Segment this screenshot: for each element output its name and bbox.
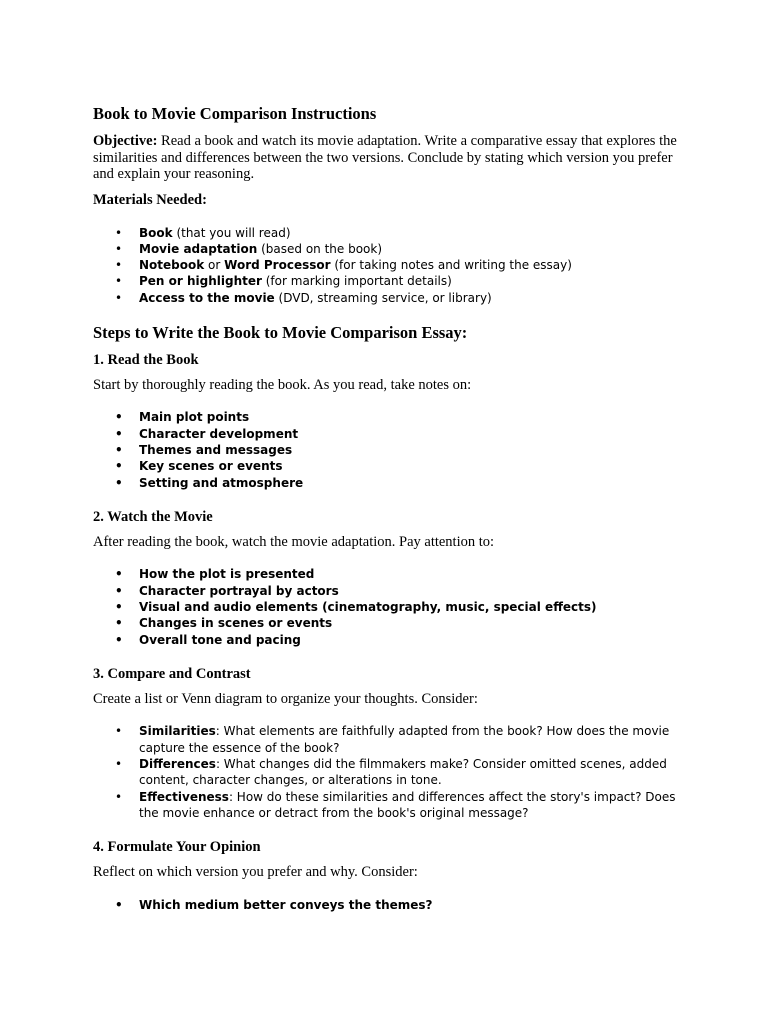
step2-intro: After reading the book, watch the movie adaptation. Pay attention to: — [93, 533, 495, 550]
materials-heading: Materials Needed: — [93, 191, 207, 208]
steps-heading: Steps to Write the Book to Movie Comparison Essay: — [93, 322, 468, 342]
step3-heading: 3. Compare and Contrast — [93, 665, 251, 682]
objective-paragraph — [93, 133, 693, 183]
objective-text: Read a book and watch its movie adaptation. Write a comparative essay that explores the similarities and differences between the two versions. Conclude by stating which version you prefer and explain your reasoning. — [93, 133, 677, 182]
step3-list — [93, 723, 693, 821]
material-term: Word Processor — [224, 258, 331, 273]
step2-list — [93, 566, 693, 647]
material-desc: (based on the book) — [257, 241, 383, 256]
consider-term: Similarities — [139, 724, 216, 739]
list-item: • Which medium better conveys the themes? — [139, 897, 693, 913]
materials-list — [93, 225, 693, 306]
list-item — [139, 225, 693, 241]
material-term: Access to the movie — [139, 290, 275, 305]
material-desc: (DVD, streaming service, or library) — [274, 290, 492, 305]
list-item — [139, 257, 693, 273]
consider-term: Differences — [139, 757, 216, 772]
list-item: • Main plot points — [139, 409, 693, 425]
step4-heading: 4. Formulate Your Opinion — [93, 839, 261, 856]
material-term: Pen or highlighter — [139, 274, 262, 289]
list-item — [139, 241, 693, 257]
objective-label: Objective: — [93, 133, 158, 149]
list-item — [139, 290, 693, 306]
list-item: • Overall tone and pacing — [139, 632, 693, 648]
material-connector: or — [204, 258, 225, 273]
material-term: Notebook — [139, 258, 205, 273]
consider-desc: : How do these similarities and differences affect the story's impact? Does the movie enhance or detract from the book's original message? — [139, 789, 676, 820]
list-item: • Themes and messages — [139, 442, 693, 458]
material-desc: (for taking notes and writing the essay) — [330, 258, 572, 273]
step4-intro: Reflect on which version you prefer and why. Consider: — [93, 864, 418, 881]
list-item: • Visual and audio elements (cinematography, music, special effects) — [139, 599, 693, 615]
material-term: Movie adaptation — [139, 241, 258, 256]
list-item — [139, 789, 693, 822]
list-item: • How the plot is presented — [139, 566, 693, 582]
consider-desc: : What elements are faithfully adapted from the book? How does the movie capture the essence of the book? — [139, 724, 670, 755]
consider-desc: : What changes did the filmmakers make? Consider omitted scenes, added content, character changes, or alterations in tone. — [139, 757, 667, 788]
list-item: • Setting and atmosphere — [139, 475, 693, 491]
step2-heading: 2. Watch the Movie — [93, 508, 213, 525]
consider-term: Effectiveness — [139, 789, 229, 804]
list-item — [139, 273, 693, 289]
list-item: • Key scenes or events — [139, 458, 693, 474]
step1-list — [93, 409, 693, 490]
list-item: • Character development — [139, 426, 693, 442]
document-title: Book to Movie Comparison Instructions — [93, 104, 377, 123]
step4-list — [93, 897, 693, 913]
step1-intro: Start by thoroughly reading the book. As you read, take notes on: — [93, 376, 472, 393]
step3-intro: Create a list or Venn diagram to organize your thoughts. Consider: — [93, 690, 478, 707]
list-item: • Changes in scenes or events — [139, 615, 693, 631]
step1-heading: 1. Read the Book — [93, 351, 199, 368]
material-desc: (that you will read) — [172, 225, 291, 240]
list-item — [139, 756, 693, 789]
list-item: • Character portrayal by actors — [139, 583, 693, 599]
material-desc: (for marking important details) — [261, 274, 452, 289]
list-item — [139, 723, 693, 756]
material-term: Book — [139, 225, 173, 240]
document-page — [93, 104, 693, 930]
